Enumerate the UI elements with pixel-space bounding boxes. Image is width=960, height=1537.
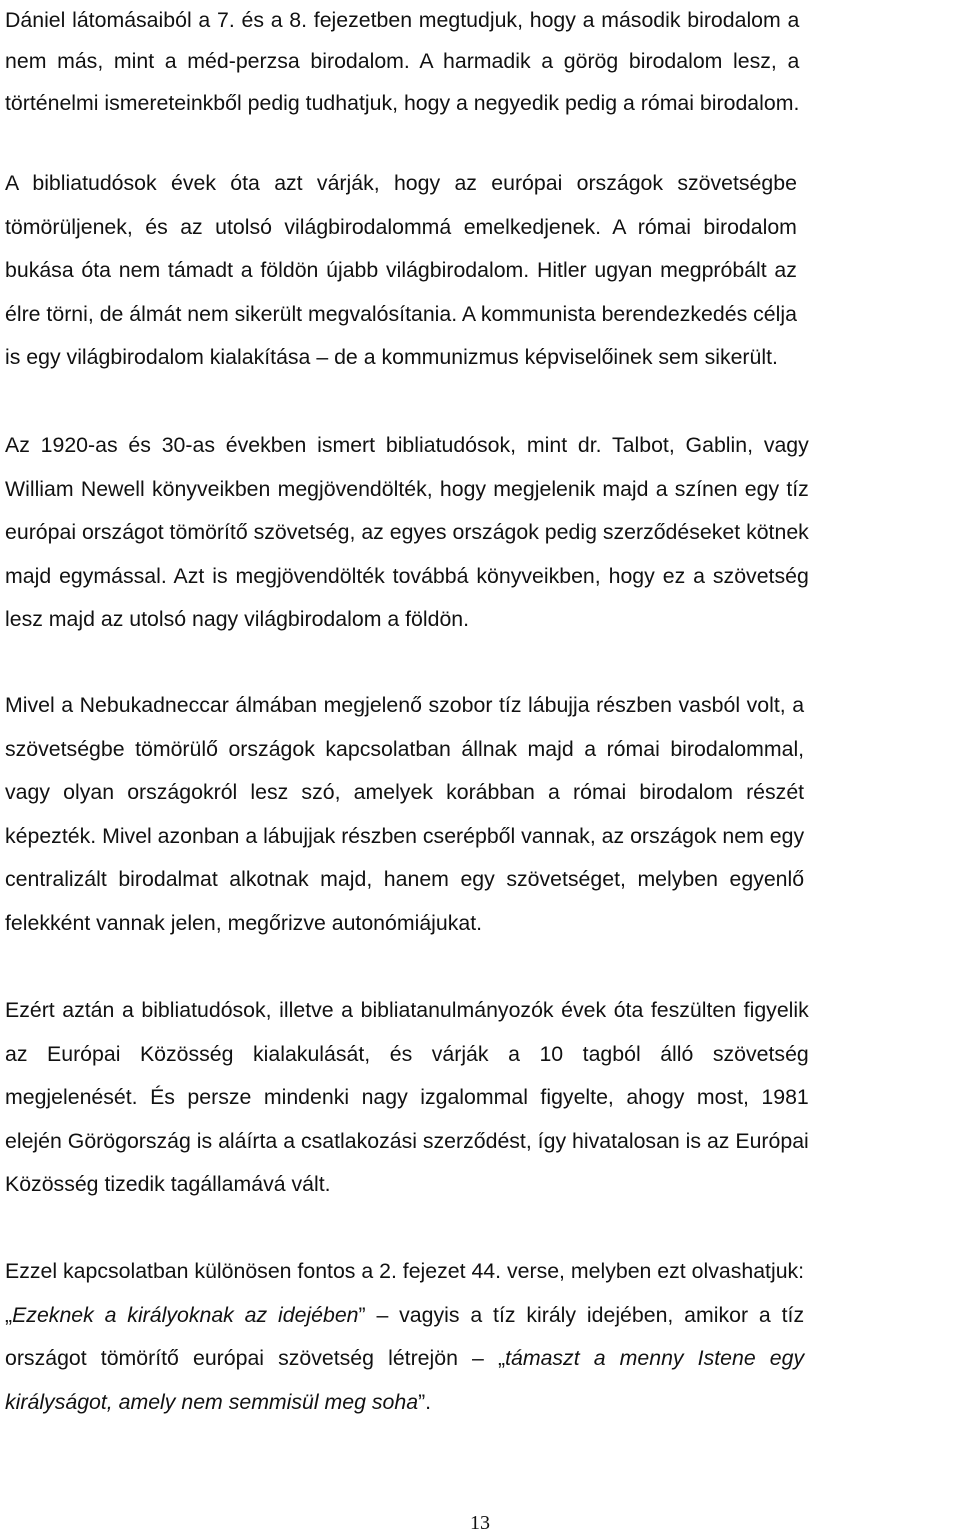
paragraph-3 (5, 424, 809, 642)
paragraph-1 (5, 0, 799, 123)
text-line: Közösség tizedik tagállamává vált. (5, 1172, 331, 1197)
bible-quote-italic: királyságot, amely nem semmisül meg soha (5, 1389, 419, 1414)
text-line: is egy világbirodalom kialakítása – de a kommunizmus képviselőinek sem sikerült. (5, 345, 778, 370)
text-line: centralizált birodalmat alkotnak majd, hanem egy szövetséget, melyben egyenlő (5, 867, 805, 892)
text-line (5, 1337, 804, 1381)
text-line: bukása óta nem támadt a földön újabb világbirodalom. Hitler ugyan megpróbált az (5, 258, 797, 283)
text-segment: ” – vagyis a tíz király idejében, amikor a tíz (358, 1302, 805, 1327)
text-line: európai országot tömörítő szövetség, az egyes országok pedig szerződéseket kötnek (5, 520, 809, 545)
text-line: élre törni, de álmát nem sikerült megvalósítania. A kommunista berendezkedés célja (5, 301, 797, 326)
text-line: nem más, mint a méd-perzsa birodalom. A harmadik a görög birodalom lesz, a (5, 49, 800, 73)
text-line: Mivel a Nebukadneccar álmában megjelenő szobor tíz lábujja részben vasból volt, a (5, 693, 805, 717)
text-line: az Európai Közösség kialakulását, és várják a 10 tagból álló szövetség (5, 1041, 809, 1066)
text-line: Ezért aztán a bibliatudósok, illetve a bibliatanulmányozók évek óta feszülten figyelik (5, 998, 809, 1022)
text-line: lesz majd az utolsó nagy világbirodalom a földön. (5, 607, 470, 632)
text-segment: országot tömörítő európai szövetség létrejön – „ (5, 1346, 506, 1371)
open-quote: „ (5, 1302, 13, 1327)
bible-quote-italic: Ezeknek a királyoknak az idejében (12, 1302, 359, 1327)
paragraph-2 (5, 162, 797, 380)
page-number: 13 (470, 1512, 490, 1534)
text-line: tömörüljenek, és az utolsó világbirodalommá emelkedjenek. A római birodalom (5, 214, 797, 239)
text-line: elején Görögország is aláírta a csatlakozási szerződést, így hivatalosan is az Európai (5, 1128, 809, 1153)
bible-quote-italic: támaszt a menny Istene egy (505, 1346, 805, 1371)
text-line: Az 1920-as és 30-as években ismert bibliatudósok, mint dr. Talbot, Gablin, vagy (5, 433, 809, 457)
text-line: William Newell könyveikben megjövendölték, hogy megjelenik majd a színen egy tíz (5, 476, 809, 501)
text-line: vagy olyan országokról lesz szó, amelyek korábban a római birodalom részét (5, 780, 805, 805)
text-line: megjelenését. És persze mindenki nagy izgalommal figyelte, ahogy most, 1981 (5, 1085, 809, 1110)
text-line: A bibliatudósok évek óta azt várják, hogy az európai országok szövetségbe (5, 171, 797, 195)
text-line: Ezzel kapcsolatban különösen fontos a 2. fejezet 44. verse, melyben ezt olvashatjuk: (5, 1259, 805, 1283)
text-segment: ”. (418, 1389, 432, 1414)
text-line (5, 1294, 804, 1338)
paragraph-5 (5, 989, 809, 1207)
text-line: Dániel látomásaiból a 7. és a 8. fejezetben megtudjuk, hogy a második birodalom a (5, 8, 800, 32)
paragraph-6 (5, 1250, 804, 1424)
paragraph-4 (5, 684, 804, 946)
text-line (5, 1381, 804, 1425)
text-line: felekként vannak jelen, megőrizve autonómiájukat. (5, 910, 483, 935)
text-line: történelmi ismereteinkből pedig tudhatjuk, hogy a negyedik pedig a római birodalom. (5, 91, 800, 115)
text-line: képezték. Mivel azonban a lábujjak részben cserépből vannak, az országok nem egy (5, 823, 805, 848)
text-line: majd egymással. Azt is megjövendölték továbbá könyveikben, hogy ez a szövetség (5, 563, 809, 588)
text-line: szövetségbe tömörülő országok kapcsolatban állnak majd a római birodalommal, (5, 736, 805, 761)
